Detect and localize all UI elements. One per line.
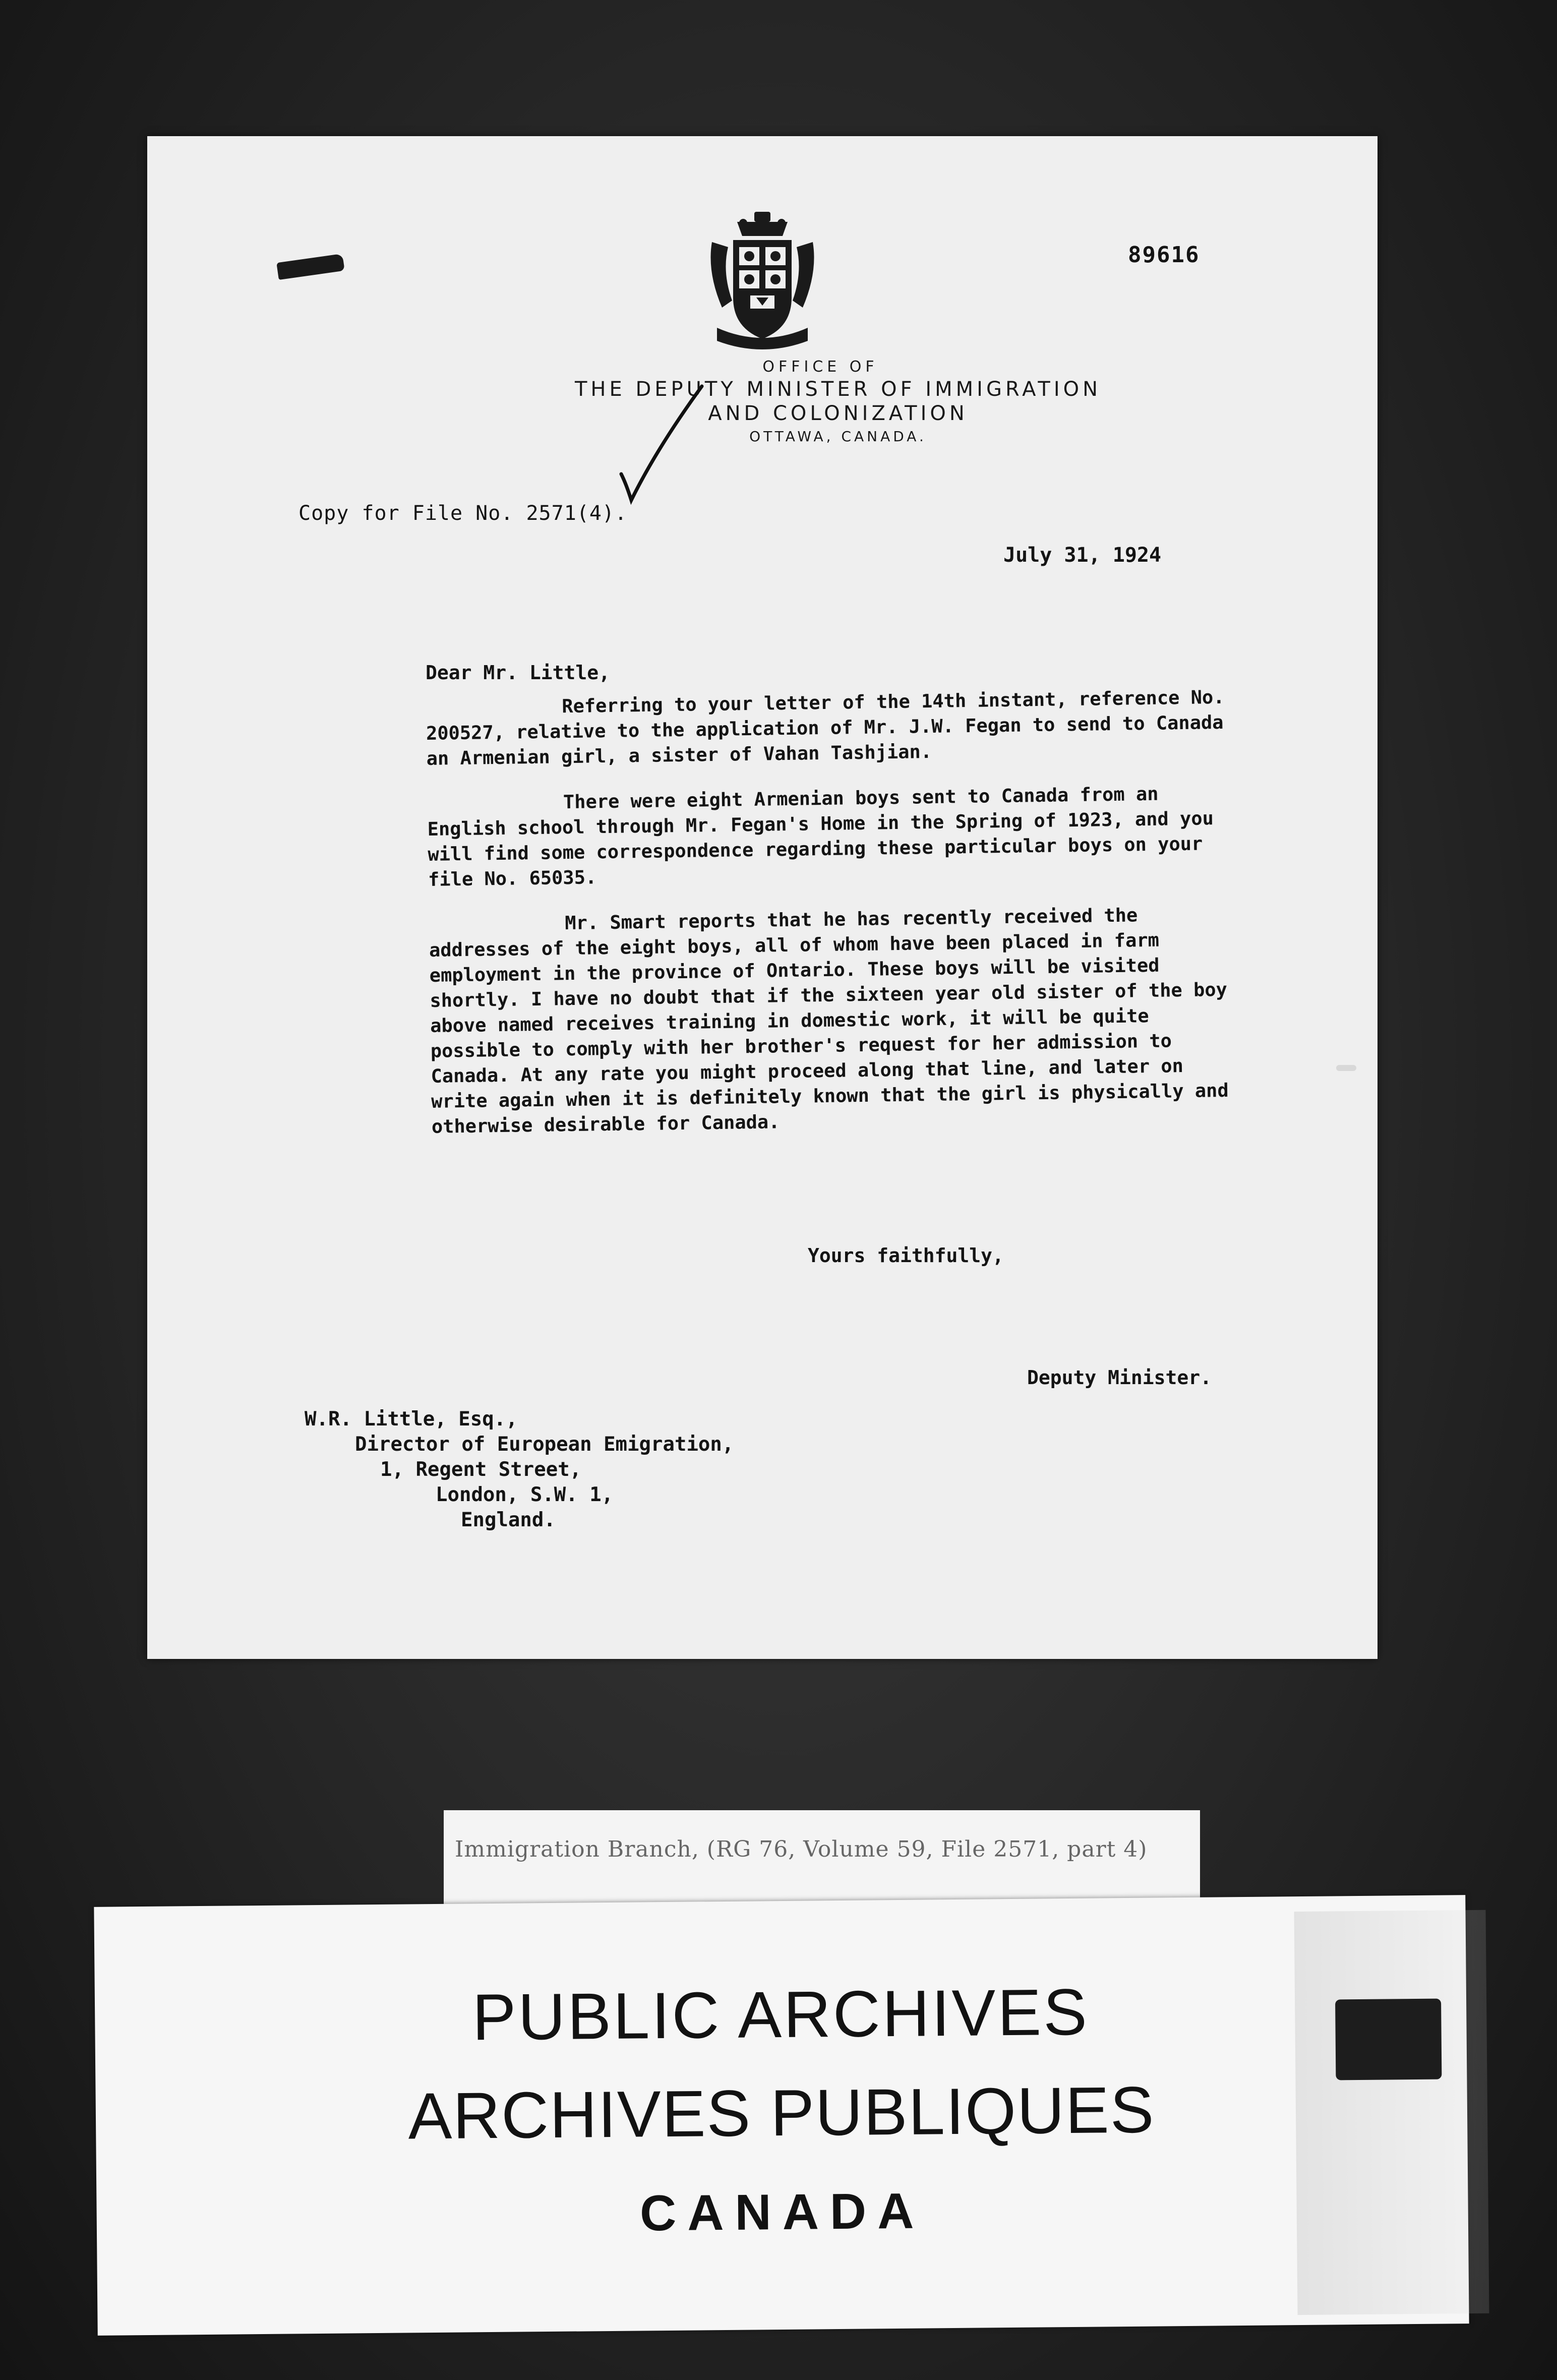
address-line: London, S.W. 1, xyxy=(436,1483,614,1506)
letter-page xyxy=(147,136,1378,1659)
letter-body xyxy=(426,685,1239,1160)
margin-mark xyxy=(1336,1065,1356,1071)
letterhead-line-2: AND COLONIZATION xyxy=(708,402,968,425)
archives-country: CANADA xyxy=(639,2182,925,2242)
closing: Yours faithfully, xyxy=(808,1244,1004,1267)
paragraph-1: Referring to your letter of the 14th instant, reference No. 200527, relative to the application of Mr. J.W. Fegan to send to Canada an Armenian girl, a sister of Vahan Tashjian. xyxy=(426,686,1225,769)
file-reference: Copy for File No. 2571(4). xyxy=(298,502,628,525)
recipient-address xyxy=(305,1407,734,1533)
archive-reference-label: Immigration Branch, (RG 76, Volume 59, File 2571, part 4) xyxy=(444,1810,1200,1911)
archives-card xyxy=(94,1895,1469,2336)
document-number: 89616 xyxy=(1128,242,1200,268)
letterhead xyxy=(470,358,1206,445)
archives-title-en: PUBLIC ARCHIVES xyxy=(472,1975,1090,2054)
letterhead-office-of: OFFICE OF xyxy=(762,358,878,376)
archives-title-fr: ARCHIVES PUBLIQUES xyxy=(407,2072,1155,2153)
coat-of-arms-icon xyxy=(702,212,823,353)
paragraph-2: There were eight Armenian boys sent to Canada from an English school through Mr. Fegan's Home in the Spring of 1923, and you will find some correspondence regarding these particular boys on your file No. 65035. xyxy=(427,783,1214,890)
letterhead-city: OTTAWA, CANADA. xyxy=(749,428,927,445)
address-line: Director of European Emigration, xyxy=(355,1433,734,1456)
address-line: England. xyxy=(461,1509,556,1531)
paragraph-3: Mr. Smart reports that he has recently received the addresses of the eight boys, all of whom have been placed in farm employment in the province of Ontario. These boys will be visited shortly. I have no doubt that if the sixteen year old sister of the boy above named receives training in domestic work, it will be quite possible to comply with her brother's request for her admission to Canada. At any rate you might proceed along that line, and later on write again when it is definitely known that the girl is physically and otherwise desirable for Canada. xyxy=(429,904,1229,1138)
corner-stamp-mark xyxy=(276,254,344,280)
letter-date: July 31, 1924 xyxy=(1003,544,1162,567)
checkmark-icon xyxy=(616,383,707,509)
letterhead-line-1: THE DEPUTY MINISTER OF IMMIGRATION xyxy=(574,378,1102,401)
address-line: 1, Regent Street, xyxy=(380,1458,582,1481)
address-line: W.R. Little, Esq., xyxy=(305,1408,518,1431)
signature-title: Deputy Minister. xyxy=(1027,1366,1212,1389)
salutation: Dear Mr. Little, xyxy=(426,662,611,684)
